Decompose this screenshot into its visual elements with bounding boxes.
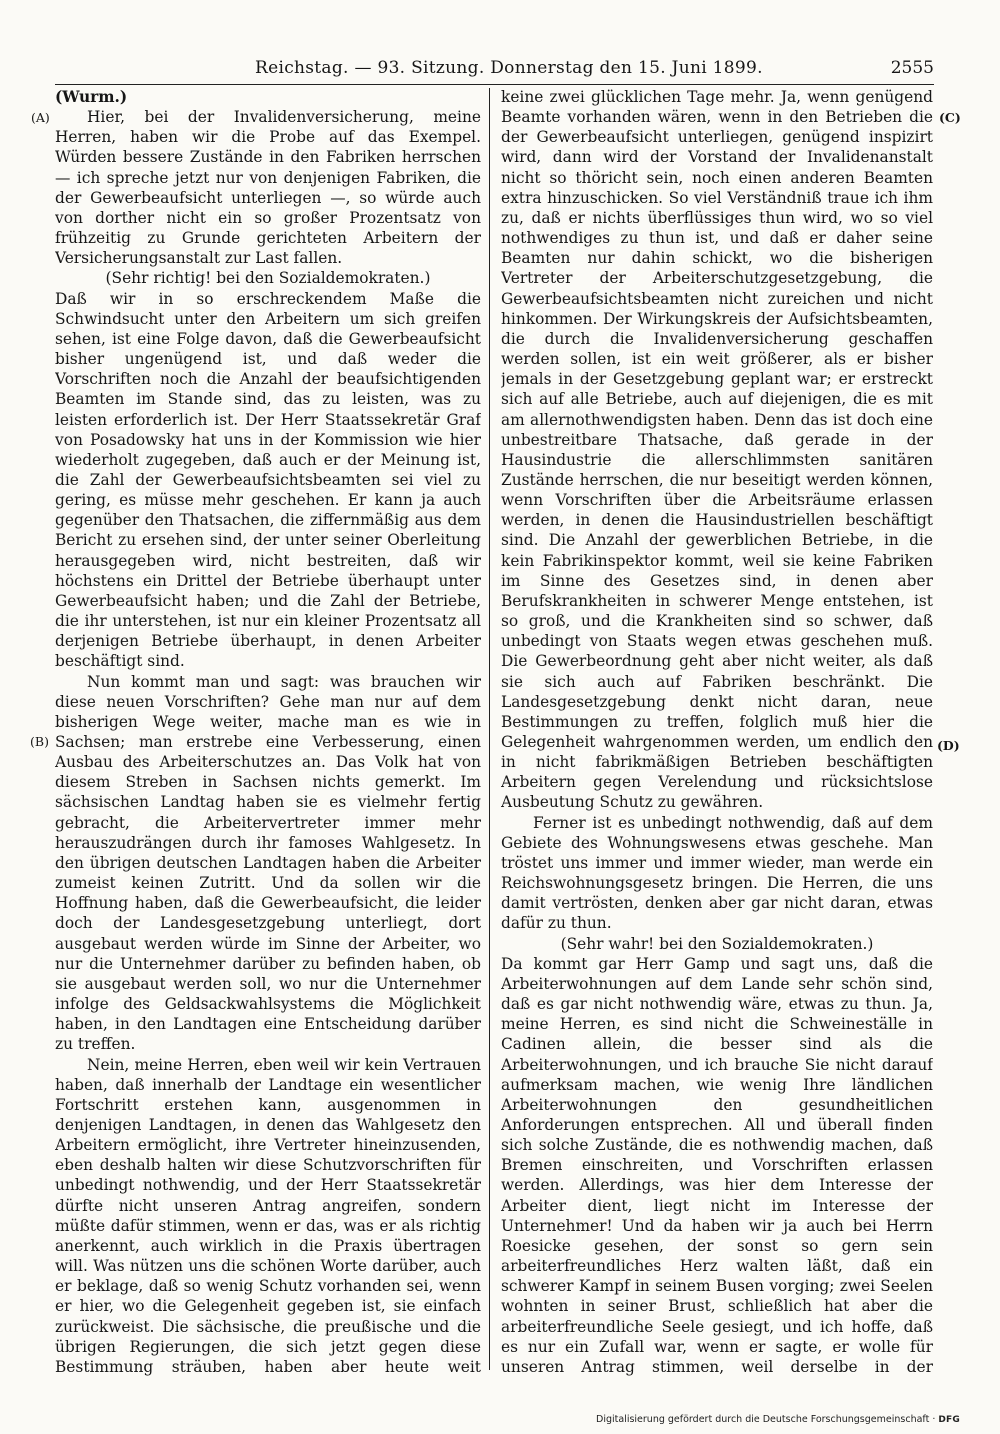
footer-text: Digitalisierung gefördert durch die Deutsche Forschungsgemeinschaft ·: [596, 1414, 936, 1425]
margin-marker-a: (A): [31, 110, 50, 125]
interjection: (Sehr wahr! bei den Sozialdemokraten.): [560, 934, 874, 953]
paragraph: Ferner ist es unbedingt nothwendig, daß auf dem Gebiete des Wohnungswesens etwas geschehe. Man tröstet uns immer und immer wieder, man werde ein Reichswohnungsgesetz bringen. Die Herren, die uns damit vertrösten, denken aber gar nicht daran, etwas dafür zu thun.: [501, 813, 933, 933]
interjection: (Sehr richtig! bei den Sozialdemokraten.): [105, 269, 431, 288]
dfg-logo: DFG: [938, 1415, 960, 1425]
header-title: Reichstag. — 93. Sitzung. Donnerstag den 15. Juni 1899.: [255, 58, 763, 78]
paragraph: Nun kommt man und sagt: was brauchen wir diese neuen Vorschriften? Gehe man nur auf dem bisherigen Wege weiter, mache man es wie in Sachsen; man erstrebe eine Verbesserung, einen Ausbau des Arbeiterschutzes an. Das Volk hat von diesem Streben in Sachsen nichts gemerkt. Im sächsischen Landtag haben sie es vielmehr fertig gebracht, die Arbeitervertreter immer mehr herauszudrängen durch ihr famoses Wahlgesetz. In den übrigen deutschen Landtagen haben die Arbeiter zumeist keinen Zutritt. Und da sollen wir die Hoffnung haben, daß die Gewerbeaufsicht, die leider doch der Landesgesetzgebung unterliegt, dort ausgebaut werden würde im Sinne der Arbeiter, wo nur die Unternehmer darüber zu befinden haben, ob sie ausgebaut werden soll, wo nur die Unternehmer infolge des Geldsackwahlsystems die Möglichkeit haben, in den Landtagen eine Entscheidung darüber zu treffen.: [55, 672, 481, 1054]
header-rule: [55, 84, 934, 85]
paragraph: Hier, bei der Invalidenversicherung, meine Herren, haben wir die Probe auf das Exempel. Würden bessere Zustände in den Fabriken herrschen — ich spreche jetzt nur von denjenigen Fabriken, die der Gewerbeaufsicht unterliegen —, so würde auch von dorther nicht ein so großer Prozentsatz von frühzeitig zu Grunde gerichteten Arbeitern der Versicherungsanstalt zur Last fallen.: [55, 108, 481, 268]
column-divider: [489, 88, 490, 1370]
margin-marker-b: (B): [30, 734, 49, 749]
left-column: [55, 87, 481, 1377]
margin-marker-c: (C): [939, 110, 961, 125]
footer-credit: [596, 1414, 960, 1425]
speaker-label: (Wurm.): [55, 88, 128, 106]
page-header: [55, 58, 934, 80]
margin-marker-d: (D): [937, 738, 960, 753]
paragraph: keine zwei glücklichen Tage mehr. Ja, wenn genügend Beamte vorhanden wären, wenn in den Betrieben die der Gewerbeaufsicht unterliegen, genügend inspizirt wird, dann wird der Vorstand der Invalidenanstalt nicht so thöricht sein, noch einen anderen Beamten extra hinzuschicken. So viel Verständniß traue ich ihm zu, daß er nichts überflüssiges thun wird, wo so viel nothwendiges zu thun ist, und daß er daher seine Beamten nur dahin schickt, wo die bisherigen Vertreter der Arbeiterschutzgesetzgebung, die Gewerbeaufsichtsbeamten nicht zureichen und nicht hinkommen. Der Wirkungskreis der Aufsichtsbeamten, die durch die Invalidenversicherung geschaffen werden sollen, ist ein weit größerer, als er bisher jemals in der Gesetzgebung geplant war; er erstreckt sich auf alle Betriebe, auch auf diejenigen, die es mit am allernothwendigsten haben. Denn das ist doch eine unbestreitbare Thatsache, daß gerade in der Hausindustrie die allerschlimmsten sanitären Zustände herrschen, die nur beseitigt werden können, wenn Vorschriften über die Arbeitsräume erlassen werden, in denen die Hausindustriellen beschäftigt sind. Die Anzahl der gewerblichen Betriebe, in die kein Fabrikinspektor kommt, weil sie keine Fabriken im Sinne des Gesetzes sind, in denen aber Berufskrankheiten in schwerer Menge entstehen, ist so groß, und die Krankheiten sind so schwer, daß unbedingt von Staats wegen etwas geschehen muß. Die Gewerbeordnung geht aber nicht weiter, als daß sie sich auch auf Fabriken beschränkt. Die Landesgesetzgebung denkt nicht daran, neue Bestimmungen zu treffen, folglich muß hier die Gelegenheit wahrgenommen werden, um endlich den in nicht fabrikmäßigen Betrieben beschäftigten Arbeitern gegen Verelendung und rücksichtslose Ausbeutung Schutz zu gewähren.: [501, 88, 933, 812]
page-number: 2555: [890, 58, 934, 78]
paragraph: Nein, meine Herren, eben weil wir kein Vertrauen haben, daß innerhalb der Landtage ein wesentlicher Fortschritt erstehen kann, ausgenommen in denjenigen Landtagen, in denen das Wahlgesetz den Arbeitern ermöglicht, ihre Vertreter hineinzusenden, eben deshalb halten wir diese Schutzvorschriften für unbedingt nothwendig, und der Herr Staatssekretär dürfte nicht unseren Antrag angreifen, sondern müßte dafür stimmen, wenn er das, was er als richtig anerkennt, auch wirklich in die Praxis übertragen will. Was nützen uns die schönen Worte darüber, auch er beklage, daß so wenig Schutz vorhanden sei, wenn er hier, wo die Gelegenheit gegeben ist, sie einfach zurückweist. Die sächsische, die preußische und die übrigen Regierungen, die sich jetzt gegen diese Bestimmung sträuben, haben aber heute weit: [55, 1055, 481, 1376]
right-column: [501, 87, 933, 1377]
paragraph: Daß wir in so erschreckendem Maße die Schwindsucht unter den Arbeitern um sich greifen sehen, ist eine Folge davon, daß die Gewerbeaufsicht bisher ungenügend ist, und daß weder die Vorschriften noch die Anzahl der beaufsichtigenden Beamten im Stande sind, das zu leisten, was zu leisten erforderlich ist. Der Herr Staatssekretär Graf von Posadowsky hat uns in der Kommission wie hier wiederholt zugegeben, daß auch er der Meinung ist, die Zahl der Gewerbeaufsichtsbeamten sei viel zu gering, es müsse mehr geschehen. Er kann ja auch gegenüber den Thatsachen, die ziffernmäßig aus dem Bericht zu ersehen sind, der unter seiner Oberleitung herausgegeben wird, nicht bestreiten, daß wir höchstens ein Drittel der Betriebe überhaupt unter Gewerbeaufsicht haben; und die Zahl der Betriebe, die ihr unterstehen, ist nur ein kleiner Prozentsatz all derjenigen Betriebe überhaupt, in denen Arbeiter beschäftigt sind.: [55, 289, 481, 671]
paragraph: Da kommt gar Herr Gamp und sagt uns, daß die Arbeiterwohnungen auf dem Lande sehr schön sind, daß es gar nicht nothwendig wäre, etwas zu thun. Ja, meine Herren, es sind nicht die Schweineställe in Cadinen allein, die besser sind als die Arbeiterwohnungen, und ich brauche Sie nicht darauf aufmerksam machen, wie wenig Ihre ländlichen Arbeiterwohnungen den gesundheitlichen Anforderungen entsprechen. All und überall finden sich solche Zustände, die es nothwendig machen, daß Bremen einschreiten, und Vorschriften erlassen werden. Allerdings, was hier dem Interesse der Arbeiter dient, liegt nicht im Interesse der Unternehmer! Und da haben wir ja auch bei Herrn Roesicke gesehen, der sonst so gern sein arbeiterfreundliches Herz walten läßt, daß ein schwerer Kampf in seinem Busen vorging; zwei Seelen wohnten in seiner Brust, schließlich hat aber die arbeiterfreundliche Seele gesiegt, und ich hoffe, daß es nur ein Zufall war, wenn er sagte, er wolle für unseren Antrag stimmen, weil derselbe in der: [501, 954, 933, 1376]
